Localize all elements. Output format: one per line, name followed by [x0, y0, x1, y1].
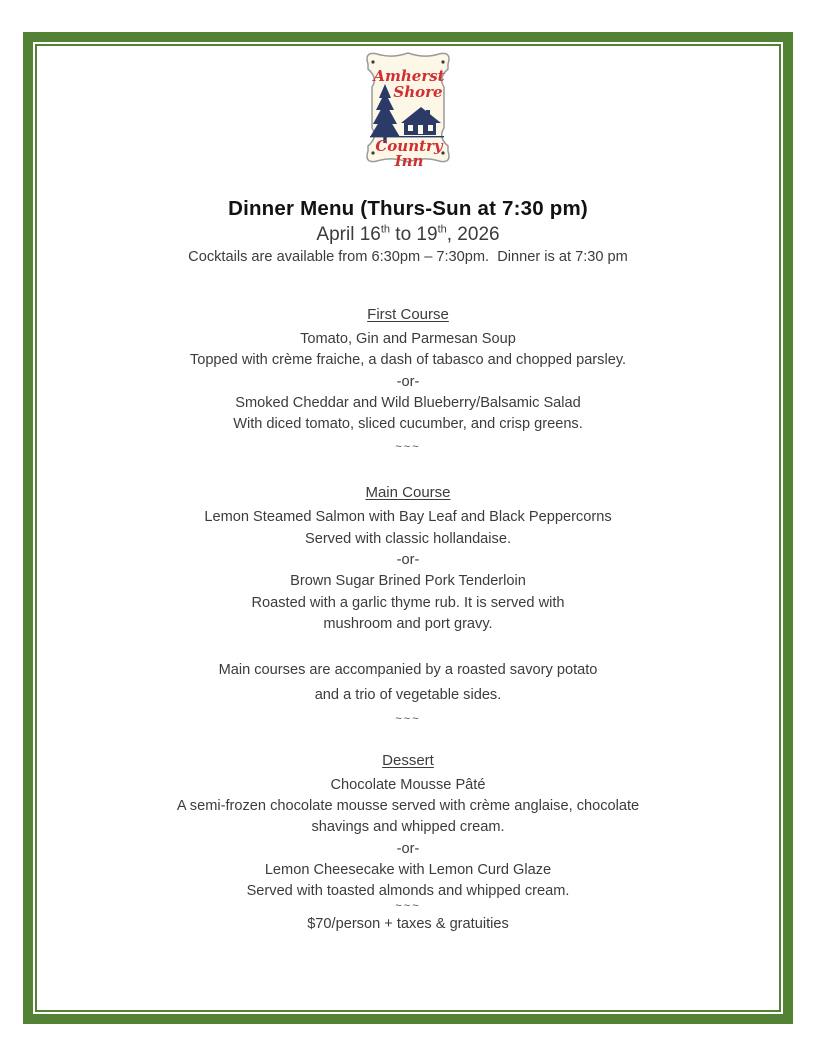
dish-line: Lemon Steamed Salmon with Bay Leaf and Black Peppercorns [204, 509, 612, 526]
date-ordinal: th [380, 223, 391, 236]
dish-line: Smoked Cheddar and Wild Blueberry/Balsamic Salad [235, 394, 581, 411]
cocktail-note: Cocktails are available from 6:30pm – 7:30pm. Dinner is at 7:30 pm [188, 249, 628, 265]
description-line: Served with toasted almonds and whipped cream. [246, 883, 570, 900]
accompaniment-note: and a trio of vegetable sides. [314, 686, 502, 703]
section-title: First Course [367, 306, 449, 323]
description-line: With diced tomato, sliced cucumber, and crisp greens. [233, 416, 583, 433]
menu-content [78, 42, 738, 935]
or-divider: -or- [396, 552, 420, 569]
logo-text-inn: Inn [394, 152, 424, 170]
description-line: A semi-frozen chocolate mousse served with crème anglaise, chocolate [176, 798, 640, 815]
section-first-course [78, 305, 738, 458]
logo-text-amherst: Amherst [373, 67, 445, 85]
description-line: Served with classic hollandaise. [304, 530, 512, 547]
price-line: $70/person + taxes & gratuities [307, 915, 509, 932]
menu-date-range [78, 223, 738, 247]
section-main-course [78, 483, 738, 729]
tilde-separator: ~~~ [395, 712, 421, 725]
inn-logo-graphic [358, 48, 458, 170]
date-part: to 19 [390, 224, 438, 245]
description-line: shavings and whipped cream. [311, 819, 505, 836]
logo-text-shore: Shore [393, 83, 443, 101]
date-ordinal: th [437, 223, 447, 236]
logo-text-country: Country [375, 137, 443, 155]
description-line: Roasted with a garlic thyme rub. It is served with [251, 594, 565, 611]
menu-title: Dinner Menu (Thurs-Sun at 7:30 pm) [228, 197, 588, 220]
dish-line: Lemon Cheesecake with Lemon Curd Glaze [264, 862, 552, 879]
inn-logo [358, 48, 458, 170]
section-title: Dessert [382, 751, 434, 769]
section-title: Main Course [365, 484, 451, 502]
section-dessert [78, 751, 738, 935]
date-part: , 2026 [446, 224, 500, 245]
dish-line: Brown Sugar Brined Pork Tenderloin [290, 573, 526, 590]
date-part: April 16 [316, 224, 381, 245]
description-line: mushroom and port gravy. [323, 615, 493, 632]
dish-line: Chocolate Mousse Pâté [330, 776, 486, 793]
or-divider: -or- [396, 373, 420, 390]
dish-line: Tomato, Gin and Parmesan Soup [300, 331, 516, 347]
accompaniment-note: Main courses are accompanied by a roasted savory potato [218, 662, 598, 679]
description-line: Topped with crème fraiche, a dash of tabasco and chopped parsley. [189, 352, 627, 369]
or-divider: -or- [396, 840, 420, 857]
tilde-separator: ~~~ [395, 441, 421, 454]
tilde-separator: ~~~ [395, 899, 421, 912]
